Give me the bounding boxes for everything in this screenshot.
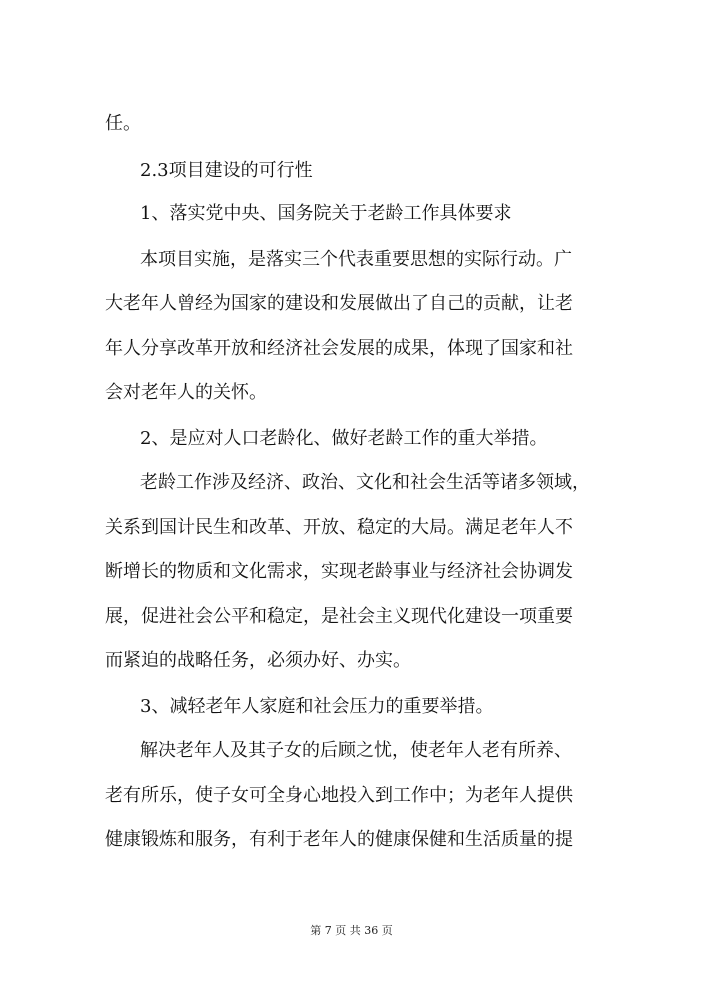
text-line-16: 老有所乐，使子女可全身心地投入到工作中；为老年人提供 bbox=[105, 785, 573, 806]
page-number: 第 7 页 共 36 页 bbox=[310, 924, 393, 937]
section-heading-2-3: 2.3项目建设的可行性 bbox=[140, 160, 313, 181]
text-line-1: 任。 bbox=[105, 113, 141, 134]
subheading-2: 2、是应对人口老龄化、做好老龄工作的重大举措。 bbox=[140, 428, 548, 449]
text-line-9: 老龄工作涉及经济、政治、文化和社会生活等诸多领域， bbox=[140, 472, 590, 493]
text-line-12: 展，促进社会公平和稳定，是社会主义现代化建设一项重要 bbox=[105, 606, 573, 627]
text-line-10: 关系到国计民生和改革、开放、稳定的大局。满足老年人不 bbox=[105, 517, 573, 538]
text-line-13: 而紧迫的战略任务，必须办好、办实。 bbox=[105, 650, 411, 671]
text-line-7: 会对老年人的关怀。 bbox=[105, 382, 267, 403]
text-line-15: 解决老年人及其子女的后顾之忧，使老年人老有所养、 bbox=[140, 740, 572, 761]
subheading-1: 1、落实党中央、国务院关于老龄工作具体要求 bbox=[140, 203, 512, 224]
text-line-6: 年人分享改革开放和经济社会发展的成果，体现了国家和社 bbox=[105, 338, 573, 359]
text-line-5: 大老年人曾经为国家的建设和发展做出了自己的贡献，让老 bbox=[105, 293, 573, 314]
text-line-4: 本项目实施，是落实三个代表重要思想的实际行动。广 bbox=[140, 249, 572, 270]
text-line-17: 健康锻炼和服务，有利于老年人的健康保健和生活质量的提 bbox=[105, 829, 573, 850]
page-footer bbox=[0, 924, 703, 938]
subheading-3: 3、减轻老年人家庭和社会压力的重要举措。 bbox=[140, 696, 494, 717]
text-line-11: 断增长的物质和文化需求，实现老龄事业与经济社会协调发 bbox=[105, 561, 573, 582]
